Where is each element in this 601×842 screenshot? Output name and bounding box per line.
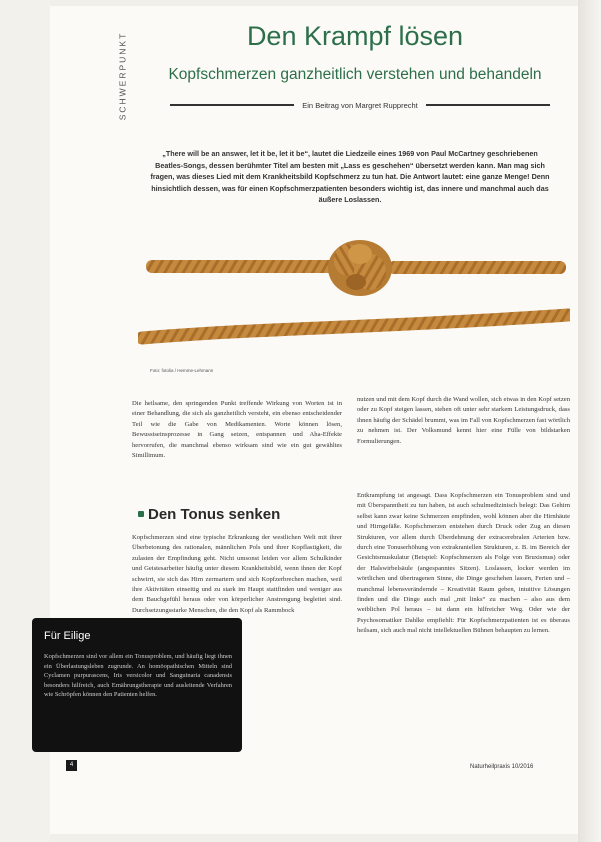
byline-row <box>170 99 550 111</box>
section-label: SCHWERPUNKT <box>117 31 127 121</box>
rope-photo <box>138 220 570 370</box>
column-left-body <box>132 533 342 616</box>
paragraph-right-top: nutzen und mit dem Kopf durch die Wand wollen, sich etwas in den Kopf setzen oder zu Kopf steigen lassen, stehen oft unter sehr starkem Leistungsdruck, dass ihnen häufig der Schädel brummt, was im Fall von Kopfschmerzen fast wörtlich zu nehmen ist. Der Volksmund kennt hier eine Fülle von bildstarken Formulierungen. <box>357 396 570 445</box>
rope-bottom <box>142 315 568 338</box>
rope-top-right <box>388 261 566 274</box>
quick-read-text: Kopfschmerzen sind vor allem ein Tonusproblem, und häufig liegt ihnen ein Überlastungsleben zugrunde. An homöopathischen Mitteln sind Cyclamen purpurascens, Iris versicolor und Sanguinaria canadensis besonders hilfreich, auch Ernährungstherapie und ausleitende Verfahren wie Schröpfen können den Patienten helfen. <box>44 653 232 699</box>
byline: Ein Beitrag von Margret Rupprecht <box>302 100 418 110</box>
paragraph-left-body: Kopfschmerzen sind eine typische Erkrankung der westlichen Welt mit ihrer Überbetonung des rationalen, männlichen Pols und ihrer Kopflastigkeit, die zulasten der Empfindung geht. Nicht umsonst leiden vor allem Schulkinder und Geistesarbeiter häufig unter diesem Krankheitsbild, wenn ihnen der Kopf schwirrt, sie sich das Hirn zermartern und sich Kopfzerbrechen machen, weil ihre Aktivitäten einseitig und zu stark im Haupt stattfinden und weniger aus dem Bauchgefühl heraus oder von körperlicher Anstrengung begleitet sind. Durchsetzungsstarke Menschen, die den Kopf als Rammbock <box>132 534 342 614</box>
paragraph-right-body: Entkrampfung ist angesagt. Dass Kopfschmerzen ein Tonusproblem sind und mit Überspanntheit zu tun haben, ist auch schulmedizinisch belegt: Das Gehirn selbst kann zwar keine Schmerzen empfinden, wohl können aber die Hirnhäute und Hirngefäße. Kopfschmerzen entstehen durch Druck oder Zug an diesen Strukturen, vor allem durch Überdehnung der extracerebralen Arterien bzw. durch eine Tonuserhöhung von extrakraniellen Strukturen, z. B. im Bereich der Gesichtsmuskulatur (Beispiel: Kopfschmerzen als Folge von Bruxismus) oder der Halswirbelsäule (angespanntes Sitzen). Loslassen, locker werden im wörtlichen und übertragenen Sinne, die Dinge geschehen lassen, Ferien und – manchmal lebensverändernde – Kreativität Raum geben, intuitive Lösungen finden und die Dinge auch mal „mit links“ zu machen – also aus dem weiblichen Pol heraus – ist dann ein hilfreicher Weg. Oder wie der Psychosomatiker Dahlke empfiehlt: Für Kopfschmerzpatienten ist es überaus heilsam, sich auch mal nicht intellektuellen Bühnen behaupten zu lernen. <box>357 492 570 635</box>
article-title: Den Krampf lösen <box>246 21 464 51</box>
page-margin-right <box>578 0 601 842</box>
byline-rule-left <box>170 104 294 106</box>
byline-rule-right <box>426 104 550 106</box>
rope-top-left <box>146 260 336 273</box>
paragraph-left-top: Die heilsame, den springenden Punkt treffende Wirkung von Worten ist in einer Behandlung, die sich als ganzheitlich versteht, ein ebenso entscheidender Teil wie die Gabe von Medikamenten. Worte können lösen, Bewusstseinsprozesse in Gang setzen, entspannen und Aha-Effekte hervorrufen, die manchmal ebenso wirksam sind wie ein gut gewähltes Simillimum. <box>132 400 342 460</box>
footer-issue: Naturheilpraxis 10/2016 <box>470 764 534 770</box>
column-right-body <box>357 491 570 637</box>
column-right-top <box>357 395 570 447</box>
column-left-top <box>132 399 342 461</box>
section-heading: Den Tonus senken <box>148 506 281 523</box>
intro-paragraph: „There will be an answer, let it be, let it be“, lautet die Liedzeile eines 1969 von Paul McCartney geschriebenen Beatles-Songs, dessen berühmter Titel am besten mit „Lass es geschehen“ übersetzt werden kann. Man mag sich fragen, was dieses Lied mit dem Krankheitsbild Kopfschmerz zu tun hat. Die Antwort lautet: eine ganze Menge! Denn hinsichtlich dessen, was für einen Kopfschmerzpatienten besonders wichtig ist, das innere und manchmal auch das äußere Loslassen. <box>150 149 550 204</box>
article-subtitle: Kopfschmerzen ganzheitlich verstehen und behandeln <box>168 66 542 83</box>
page-number: 4 <box>66 760 77 771</box>
rope-knot <box>328 240 392 296</box>
quick-read-box <box>32 618 242 752</box>
heading-marker <box>138 511 144 517</box>
rope-illustration <box>138 220 570 370</box>
quick-read-title: Für Eilige <box>44 630 91 642</box>
image-credit: Foto: fotolia / Hemme-Lehmann <box>150 368 214 373</box>
